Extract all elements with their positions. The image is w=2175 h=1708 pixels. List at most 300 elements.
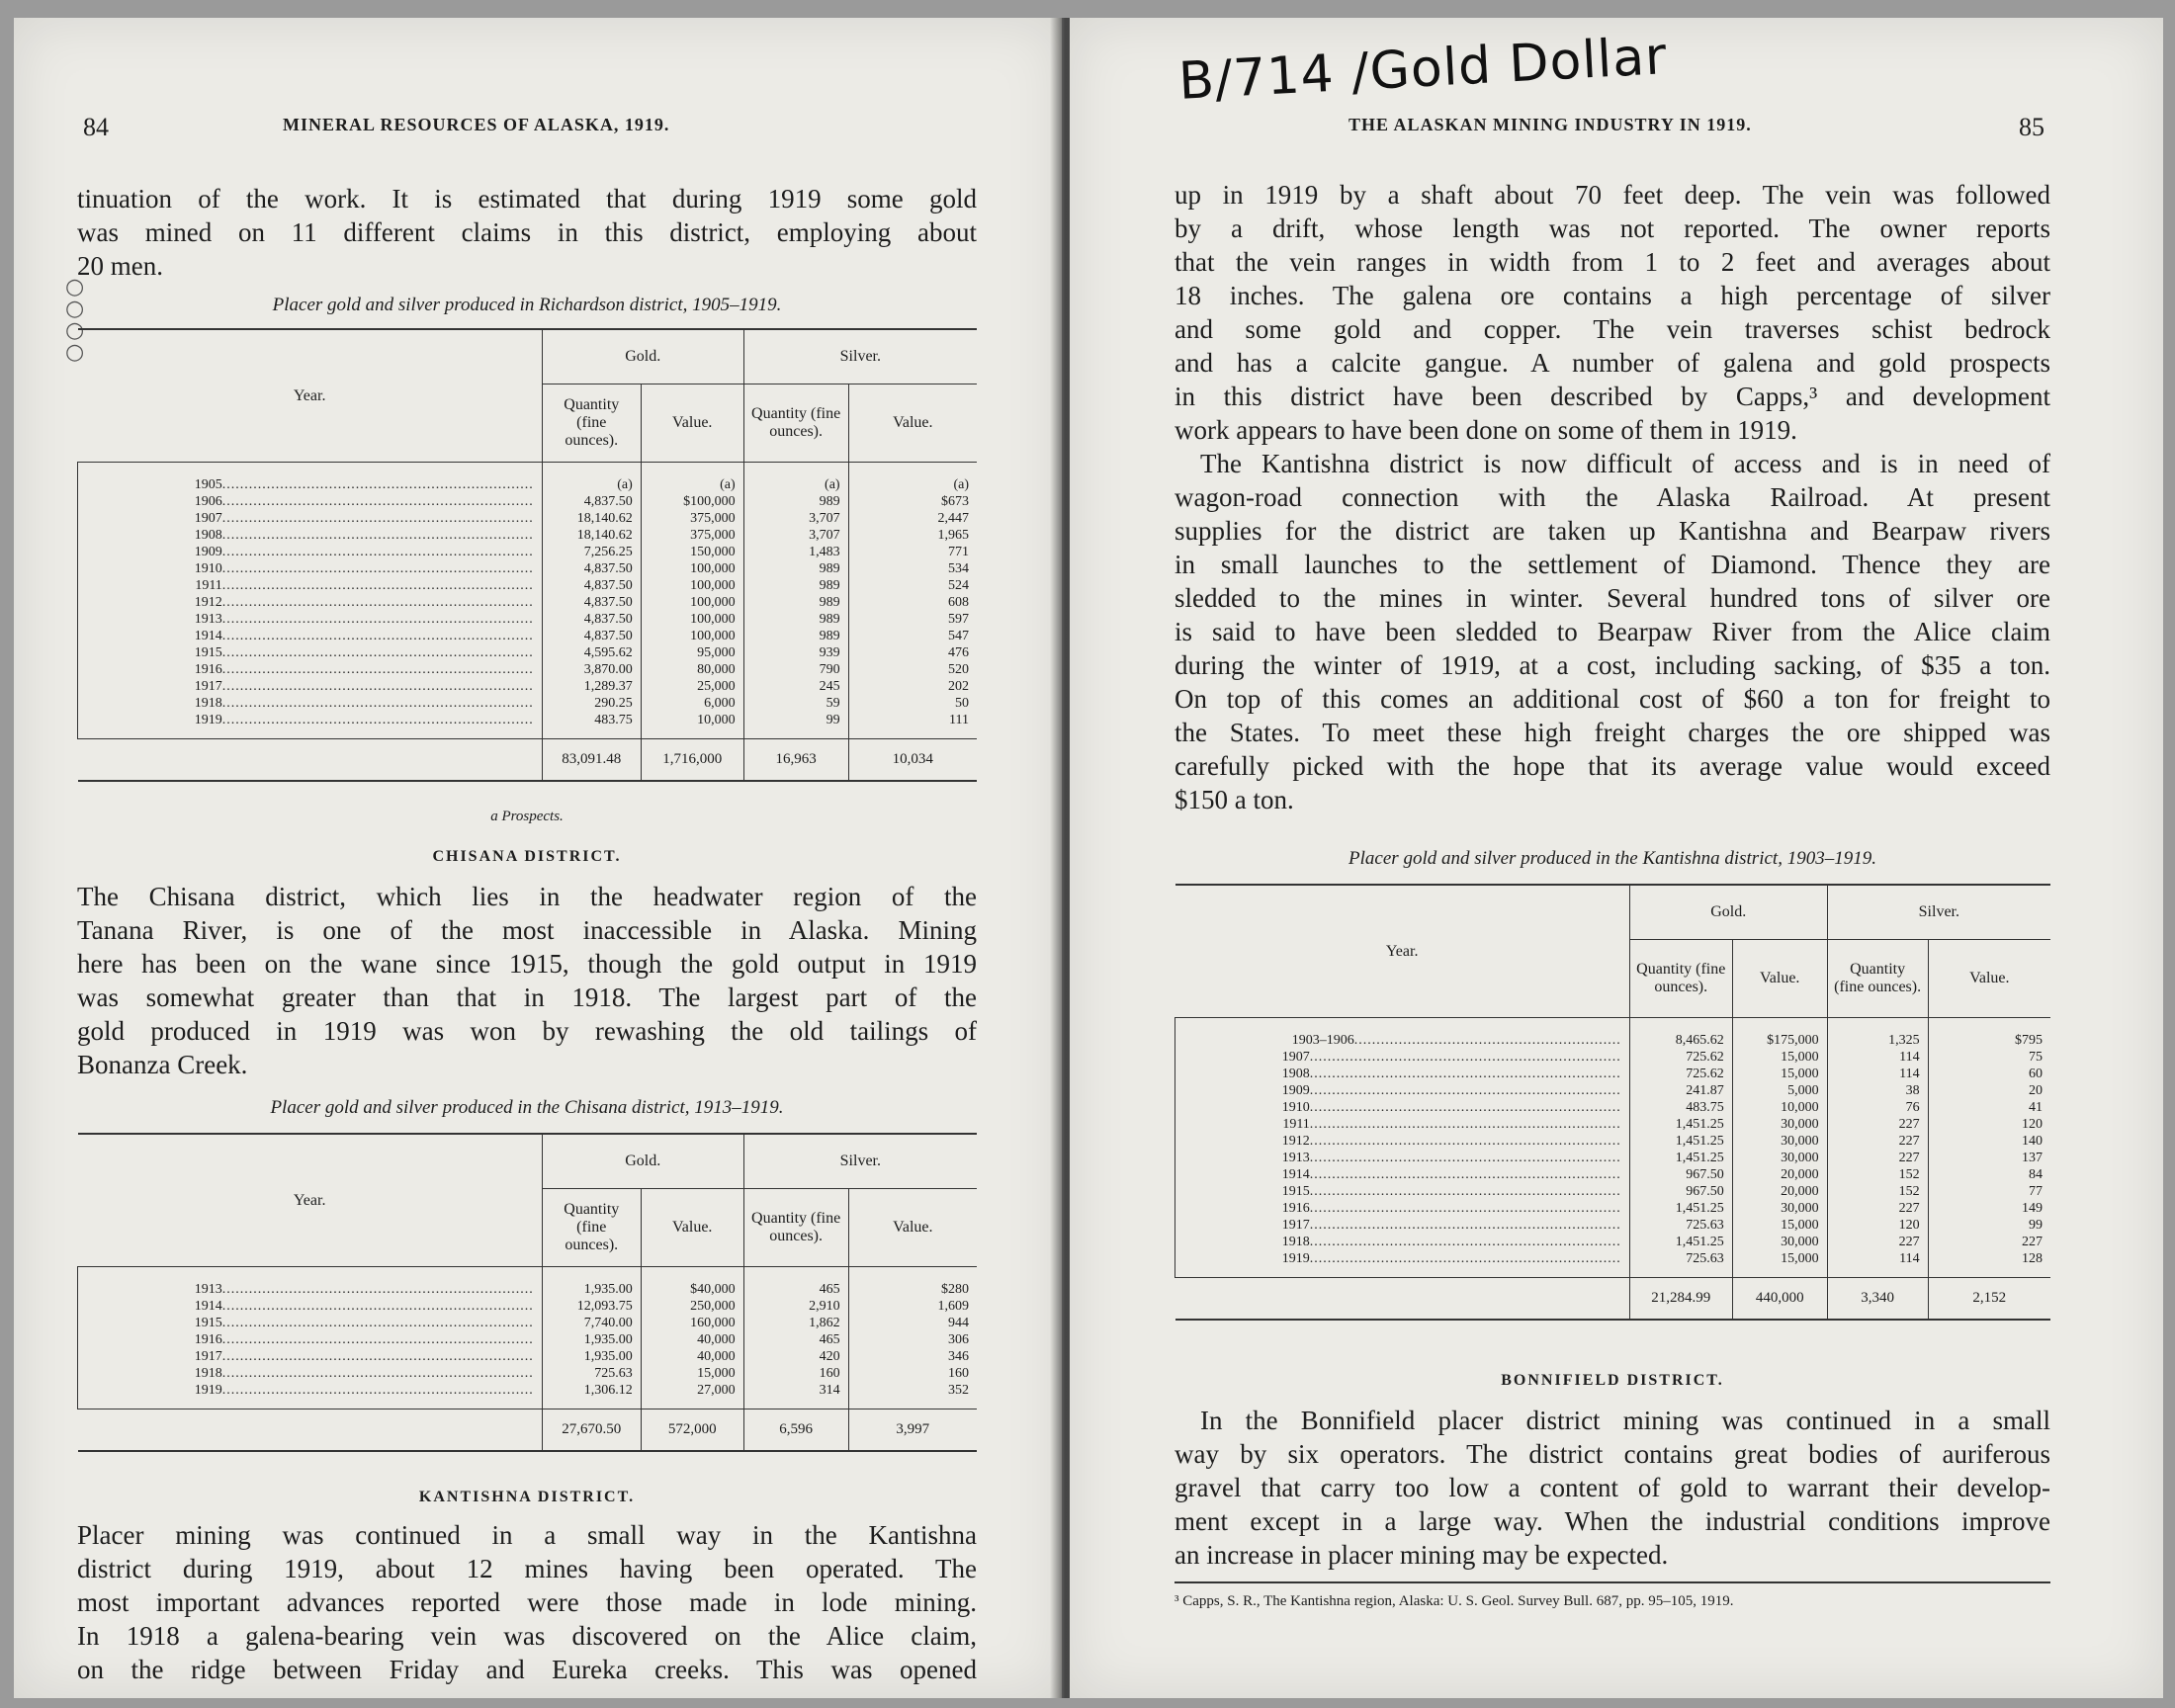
text-line: ment except in a large way. When the industrial conditions improve (1174, 1506, 2050, 1536)
leader-dots: ...................................................................... (221, 662, 534, 677)
column-header-value: Value. (641, 384, 743, 463)
value-cell: 30,000 (1732, 1133, 1827, 1150)
value-cell: 128 (1928, 1250, 2050, 1278)
value-cell: 25,000 (641, 678, 743, 695)
leader-dots: ...................................................................... (221, 612, 534, 627)
year-label: 1909 (1281, 1083, 1310, 1098)
value-cell: 227 (1827, 1116, 1928, 1133)
right-page (1070, 18, 2163, 1698)
value-cell: 352 (848, 1382, 977, 1409)
value-cell: 944 (848, 1315, 977, 1331)
value-cell: 346 (848, 1348, 977, 1365)
table-row (78, 1267, 978, 1299)
year-label: 1907 (1281, 1050, 1310, 1065)
value-cell: 524 (848, 577, 977, 594)
text-line: Placer mining was continued in a small way in the Kantishna (77, 1520, 977, 1550)
column-header-year: Year. (1175, 885, 1630, 1018)
table-caption: Placer gold and silver produced in Richardson district, 1905–1919. (272, 295, 782, 315)
value-cell: 227 (1827, 1150, 1928, 1166)
value-cell: 20,000 (1732, 1183, 1827, 1200)
value-cell: 1,935.00 (542, 1348, 641, 1365)
left-page (14, 18, 1062, 1698)
total-cell: 440,000 (1732, 1278, 1827, 1321)
year-label: 1919 (194, 1383, 222, 1398)
year-label: 1908 (194, 528, 222, 543)
total-cell: 3,997 (848, 1409, 977, 1452)
value-cell: 152 (1827, 1183, 1928, 1200)
table-row (1175, 1099, 2051, 1116)
value-cell: 1,862 (743, 1315, 848, 1331)
year-cell (78, 594, 543, 611)
year-cell (78, 544, 543, 560)
leader-dots: ...................................................................... (221, 477, 534, 492)
value-cell: 4,837.50 (542, 611, 641, 628)
leader-dots: ...................................................................... (1309, 1151, 1621, 1165)
year-cell (78, 463, 543, 494)
kantishna-table (1174, 884, 2050, 1321)
value-cell: 6,000 (641, 695, 743, 712)
year-cell (78, 1331, 543, 1348)
value-cell: 3,870.00 (542, 661, 641, 678)
value-cell: 1,451.25 (1629, 1150, 1732, 1166)
value-cell: 59 (743, 695, 848, 712)
value-cell: 160,000 (641, 1315, 743, 1331)
table-row (1175, 1217, 2051, 1234)
year-cell (78, 510, 543, 527)
value-cell: 18,140.62 (542, 527, 641, 544)
column-header-quantity: Quantity (fine ounces). (1827, 940, 1928, 1018)
text-line: an increase in placer mining may be expected. (1174, 1540, 1669, 1570)
text-line: gravel that carry too low a content of gold to warrant their develop- (1174, 1473, 2050, 1502)
value-cell: 95,000 (641, 644, 743, 661)
year-label: 1915 (194, 645, 222, 660)
value-cell: 12,093.75 (542, 1298, 641, 1315)
table-row (78, 544, 978, 560)
text-line: 18 inches. The galena ore contains a high percentage of silver (1174, 281, 2050, 310)
value-cell: 465 (743, 1331, 848, 1348)
value-cell: 725.62 (1629, 1049, 1732, 1066)
table-row (1175, 1049, 2051, 1066)
value-cell: 4,595.62 (542, 644, 641, 661)
value-cell: 20 (1928, 1082, 2050, 1099)
text-line: during the winter of 1919, at a cost, including sacking, of $35 a ton. (1174, 650, 2050, 680)
margin-circle-marks: ○ ○ ○ ○ (65, 275, 85, 365)
text-line: up in 1919 by a shaft about 70 feet deep. The vein was followed (1174, 180, 2050, 210)
year-cell (78, 695, 543, 712)
column-header-year: Year. (78, 1134, 543, 1267)
year-cell (1175, 1133, 1630, 1150)
value-cell: 725.63 (1629, 1250, 1732, 1278)
value-cell: 84 (1928, 1166, 2050, 1183)
text-line: carefully picked with the hope that its average value would exceed (1174, 751, 2050, 781)
value-cell: 520 (848, 661, 977, 678)
table-row (78, 527, 978, 544)
value-cell: 5,000 (1732, 1082, 1827, 1099)
value-cell: 2,910 (743, 1298, 848, 1315)
leader-dots: ...................................................................... (221, 645, 534, 660)
column-header-silver: Silver. (1827, 885, 2050, 940)
access-paragraph (1174, 447, 2050, 816)
year-label: 1914 (194, 629, 222, 643)
year-cell (78, 712, 543, 739)
text-line: The Kantishna district is now difficult of access and is in need of (1200, 449, 2050, 478)
total-cell: 21,284.99 (1629, 1278, 1732, 1321)
table-caption: Placer gold and silver produced in the Chisana district, 1913–1919. (270, 1097, 784, 1118)
value-cell: 30,000 (1732, 1150, 1827, 1166)
vein-paragraph (1174, 178, 2050, 447)
table-row (78, 712, 978, 739)
text-line: most important advances reported were those made in lode mining. (77, 1587, 977, 1617)
value-cell: 20,000 (1732, 1166, 1827, 1183)
value-cell: 137 (1928, 1150, 2050, 1166)
value-cell: 75 (1928, 1049, 2050, 1066)
text-line: was mined on 11 different claims in this district, employing about (77, 217, 977, 247)
running-head: THE ALASKAN MINING INDUSTRY IN 1919. (1348, 115, 1752, 134)
year-cell (78, 1365, 543, 1382)
richardson-table (77, 328, 977, 782)
table-row (78, 628, 978, 644)
value-cell: 989 (743, 560, 848, 577)
value-cell: 227 (1928, 1234, 2050, 1250)
value-cell: 1,965 (848, 527, 977, 544)
value-cell: 202 (848, 678, 977, 695)
column-header-quantity: Quantity (fine ounces). (542, 1189, 641, 1267)
value-cell: 8,465.62 (1629, 1018, 1732, 1050)
year-label: 1910 (1281, 1100, 1310, 1115)
value-cell: 3,707 (743, 510, 848, 527)
value-cell: 1,325 (1827, 1018, 1928, 1050)
leader-dots: ...................................................................... (1309, 1134, 1621, 1149)
value-cell: 1,935.00 (542, 1331, 641, 1348)
value-cell: 314 (743, 1382, 848, 1409)
value-cell: 76 (1827, 1099, 1928, 1116)
leader-dots: ...................................................................... (221, 1299, 534, 1314)
year-cell (78, 527, 543, 544)
leader-dots: ...................................................................... (1309, 1167, 1621, 1182)
column-header-silver: Silver. (743, 1134, 977, 1189)
value-cell: 30,000 (1732, 1234, 1827, 1250)
value-cell: 15,000 (1732, 1049, 1827, 1066)
value-cell: 245 (743, 678, 848, 695)
value-cell: 1,935.00 (542, 1267, 641, 1299)
value-cell: 4,837.50 (542, 577, 641, 594)
year-label: 1915 (194, 1316, 222, 1330)
text-line: 20 men. (77, 251, 163, 281)
text-line: In 1918 a galena-bearing vein was discovered on the Alice claim, (77, 1621, 977, 1651)
year-cell (78, 577, 543, 594)
column-header-quantity: Quantity (fine ounces). (743, 384, 848, 463)
chisana-table (77, 1133, 977, 1452)
value-cell: 30,000 (1732, 1116, 1827, 1133)
table-row (1175, 1018, 2051, 1050)
year-cell (1175, 1082, 1630, 1099)
table-row (78, 1331, 978, 1348)
leader-dots: ...................................................................... (1309, 1100, 1621, 1115)
year-label: 1917 (194, 679, 222, 694)
handwritten-annotation: B/714 /Gold Dollar (1176, 27, 1669, 112)
intro-paragraph (77, 182, 977, 283)
value-cell: 989 (743, 628, 848, 644)
value-cell: 1,451.25 (1629, 1116, 1732, 1133)
year-label: 1913 (194, 1282, 222, 1297)
value-cell: 989 (743, 611, 848, 628)
table-row (1175, 1183, 2051, 1200)
value-cell: 1,483 (743, 544, 848, 560)
value-cell: 597 (848, 611, 977, 628)
leader-dots: ...................................................................... (1309, 1218, 1621, 1233)
value-cell: 227 (1827, 1133, 1928, 1150)
value-cell: 30,000 (1732, 1200, 1827, 1217)
year-cell (78, 611, 543, 628)
value-cell: 375,000 (641, 527, 743, 544)
value-cell: 100,000 (641, 628, 743, 644)
leader-dots: ...................................................................... (1309, 1235, 1621, 1249)
total-cell: 2,152 (1928, 1278, 2050, 1321)
table-caption: Placer gold and silver produced in the Kantishna district, 1903–1919. (1348, 848, 1876, 869)
year-label: 1909 (194, 545, 222, 559)
text-line: in this district have been described by Capps,³ and development (1174, 382, 2050, 411)
table-row (1175, 1150, 2051, 1166)
table-row (78, 493, 978, 510)
footnote-rule (1174, 1581, 2050, 1583)
table-row (78, 577, 978, 594)
leader-dots: ...................................................................... (1309, 1117, 1621, 1132)
year-cell (78, 628, 543, 644)
year-label: 1915 (1281, 1184, 1310, 1199)
table-body (78, 1267, 978, 1409)
leader-dots: ...................................................................... (1309, 1251, 1621, 1266)
total-cell: 27,670.50 (542, 1409, 641, 1452)
column-header-value: Value. (848, 1189, 977, 1267)
year-label: 1913 (1281, 1151, 1310, 1165)
text-line: by a drift, whose length was not reported. The owner reports (1174, 214, 2050, 243)
year-label: 1906 (194, 494, 222, 509)
section-heading-kantishna: KANTISHNA DISTRICT. (418, 1489, 636, 1505)
table-row (78, 463, 978, 494)
text-line: work appears to have been done on some of them in 1919. (1174, 415, 1797, 445)
value-cell: 483.75 (1629, 1099, 1732, 1116)
text-line: Tanana River, is one of the most inaccessible in Alaska. Mining (77, 915, 977, 945)
text-line: on the ridge between Friday and Eureka creeks. This was opened (77, 1655, 977, 1684)
column-header-gold: Gold. (542, 1134, 743, 1189)
leader-dots: ...................................................................... (1309, 1083, 1621, 1098)
table-body (78, 463, 978, 739)
year-cell (1175, 1234, 1630, 1250)
year-cell (1175, 1166, 1630, 1183)
year-cell (1175, 1066, 1630, 1082)
text-line: that the vein ranges in width from 1 to 2 feet and averages about (1174, 247, 2050, 277)
total-row (1175, 1278, 2051, 1321)
year-cell (1175, 1116, 1630, 1133)
value-cell: 4,837.50 (542, 560, 641, 577)
value-cell: 15,000 (1732, 1217, 1827, 1234)
text-line: gold produced in 1919 was won by rewashing the old tailings of (77, 1016, 977, 1046)
value-cell: $673 (848, 493, 977, 510)
year-label: 1910 (194, 561, 222, 576)
year-label: 1918 (194, 1366, 222, 1381)
page-number: 84 (83, 113, 109, 141)
leader-dots: ...................................................................... (221, 1316, 534, 1330)
year-cell (1175, 1099, 1630, 1116)
table-row (1175, 1116, 2051, 1133)
value-cell: 375,000 (641, 510, 743, 527)
value-cell: 483.75 (542, 712, 641, 739)
table-row (78, 1365, 978, 1382)
year-label: 1918 (1281, 1235, 1310, 1249)
text-line: Bonanza Creek. (77, 1050, 248, 1079)
value-cell: 725.63 (542, 1365, 641, 1382)
value-cell: 40,000 (641, 1331, 743, 1348)
value-cell: 1,289.37 (542, 678, 641, 695)
year-cell (78, 1267, 543, 1299)
total-row (78, 1409, 978, 1452)
chisana-paragraph (77, 880, 977, 1081)
bonnifield-paragraph (1174, 1404, 2050, 1572)
value-cell: 100,000 (641, 611, 743, 628)
value-cell: 4,837.50 (542, 594, 641, 611)
value-cell: 50 (848, 695, 977, 712)
table-row (78, 1315, 978, 1331)
year-label: 1911 (1282, 1117, 1310, 1132)
year-label: 1914 (1281, 1167, 1310, 1182)
value-cell: 114 (1827, 1049, 1928, 1066)
year-cell (78, 644, 543, 661)
value-cell: 989 (743, 493, 848, 510)
value-cell: 4,837.50 (542, 628, 641, 644)
value-cell: 465 (743, 1267, 848, 1299)
year-cell (1175, 1150, 1630, 1166)
year-label: 1912 (1281, 1134, 1310, 1149)
value-cell: 140 (1928, 1133, 2050, 1150)
year-cell (78, 560, 543, 577)
year-label: 1916 (194, 662, 222, 677)
leader-dots: ...................................................................... (1309, 1184, 1621, 1199)
total-row (78, 739, 978, 782)
value-cell: 1,451.25 (1629, 1133, 1732, 1150)
year-cell (1175, 1018, 1630, 1050)
value-cell: $280 (848, 1267, 977, 1299)
year-label: 1918 (194, 696, 222, 711)
leader-dots: ...................................................................... (221, 713, 534, 727)
leader-dots: ...................................................................... (221, 595, 534, 610)
total-cell: 16,963 (743, 739, 848, 782)
leader-dots: ............................................................ (1353, 1033, 1621, 1048)
leader-dots: ...................................................................... (221, 629, 534, 643)
value-cell: 241.87 (1629, 1082, 1732, 1099)
value-cell: 100,000 (641, 594, 743, 611)
value-cell: 77 (1928, 1183, 2050, 1200)
text-line: In the Bonnifield placer district mining was continued in a small (1200, 1406, 2050, 1435)
value-cell: (a) (848, 463, 977, 494)
table-row (78, 1298, 978, 1315)
total-cell: 3,340 (1827, 1278, 1928, 1321)
value-cell: 4,837.50 (542, 493, 641, 510)
table-row (1175, 1250, 2051, 1278)
column-header-gold: Gold. (542, 329, 743, 384)
year-label: 1912 (194, 595, 222, 610)
value-cell: 38 (1827, 1082, 1928, 1099)
leader-dots: ...................................................................... (221, 545, 534, 559)
year-label: 1907 (194, 511, 222, 526)
value-cell: 989 (743, 594, 848, 611)
value-cell: 40,000 (641, 1348, 743, 1365)
text-line: district during 1919, about 12 mines having been operated. The (77, 1554, 977, 1583)
value-cell: 160 (848, 1365, 977, 1382)
value-cell: 1,609 (848, 1298, 977, 1315)
leader-dots: ...................................................................... (221, 1366, 534, 1381)
value-cell: 771 (848, 544, 977, 560)
value-cell: 111 (848, 712, 977, 739)
year-cell (78, 493, 543, 510)
year-label: 1908 (1281, 1067, 1310, 1081)
table-row (78, 644, 978, 661)
value-cell: 306 (848, 1331, 977, 1348)
leader-dots: ...................................................................... (221, 494, 534, 509)
column-header-quantity: Quantity (fine ounces). (1629, 940, 1732, 1018)
text-line: and has a calcite gangue. A number of galena and gold prospects (1174, 348, 2050, 378)
column-header-quantity: Quantity (fine ounces). (743, 1189, 848, 1267)
text-line: tinuation of the work. It is estimated that during 1919 some gold (77, 184, 977, 214)
table-row (78, 510, 978, 527)
value-cell: 1,306.12 (542, 1382, 641, 1409)
text-line: supplies for the district are taken up Kantishna and Bearpaw rivers (1174, 516, 2050, 546)
leader-dots: ...................................................................... (221, 1349, 534, 1364)
year-cell (1175, 1200, 1630, 1217)
year-cell (78, 1315, 543, 1331)
total-cell: 6,596 (743, 1409, 848, 1452)
table-row (78, 1348, 978, 1365)
table-row (78, 560, 978, 577)
footnote: ³ Capps, S. R., The Kantishna region, Alaska: U. S. Geol. Survey Bull. 687, pp. 95–105, 1919. (1174, 1593, 1734, 1609)
value-cell: 790 (743, 661, 848, 678)
value-cell: 150,000 (641, 544, 743, 560)
total-cell: 83,091.48 (542, 739, 641, 782)
value-cell: 250,000 (641, 1298, 743, 1315)
column-header-value: Value. (1732, 940, 1827, 1018)
text-line: sledded to the mines in winter. Several hundred tons of silver ore (1174, 583, 2050, 613)
leader-dots: ...................................................................... (221, 1383, 534, 1398)
year-label: 1905 (194, 477, 222, 492)
text-line: was somewhat greater than that in 1918. The largest part of the (77, 982, 977, 1012)
leader-dots: ...................................................................... (221, 1282, 534, 1297)
value-cell: 99 (1928, 1217, 2050, 1234)
value-cell: 967.50 (1629, 1166, 1732, 1183)
value-cell: 476 (848, 644, 977, 661)
table-row (78, 678, 978, 695)
section-heading-bonnifield: BONNIFIELD DISTRICT. (1501, 1372, 1724, 1389)
running-head: MINERAL RESOURCES OF ALASKA, 1919. (283, 115, 670, 134)
value-cell: 114 (1827, 1066, 1928, 1082)
year-cell (78, 678, 543, 695)
leader-dots: ...................................................................... (221, 679, 534, 694)
leader-dots: ...................................................................... (221, 528, 534, 543)
table-footnote: a Prospects. (490, 809, 564, 824)
column-header-value: Value. (848, 384, 977, 463)
value-cell: 15,000 (641, 1365, 743, 1382)
table-row (1175, 1234, 2051, 1250)
value-cell: 1,451.25 (1629, 1200, 1732, 1217)
leader-dots: ...................................................................... (221, 561, 534, 576)
table-row (1175, 1200, 2051, 1217)
section-heading-chisana: CHISANA DISTRICT. (432, 848, 622, 865)
leader-dots: ...................................................................... (221, 578, 534, 593)
value-cell: 152 (1827, 1166, 1928, 1183)
year-label: 1903–1906 (1291, 1033, 1354, 1048)
value-cell: 227 (1827, 1234, 1928, 1250)
value-cell: 160 (743, 1365, 848, 1382)
value-cell: 120 (1928, 1116, 2050, 1133)
value-cell: 547 (848, 628, 977, 644)
